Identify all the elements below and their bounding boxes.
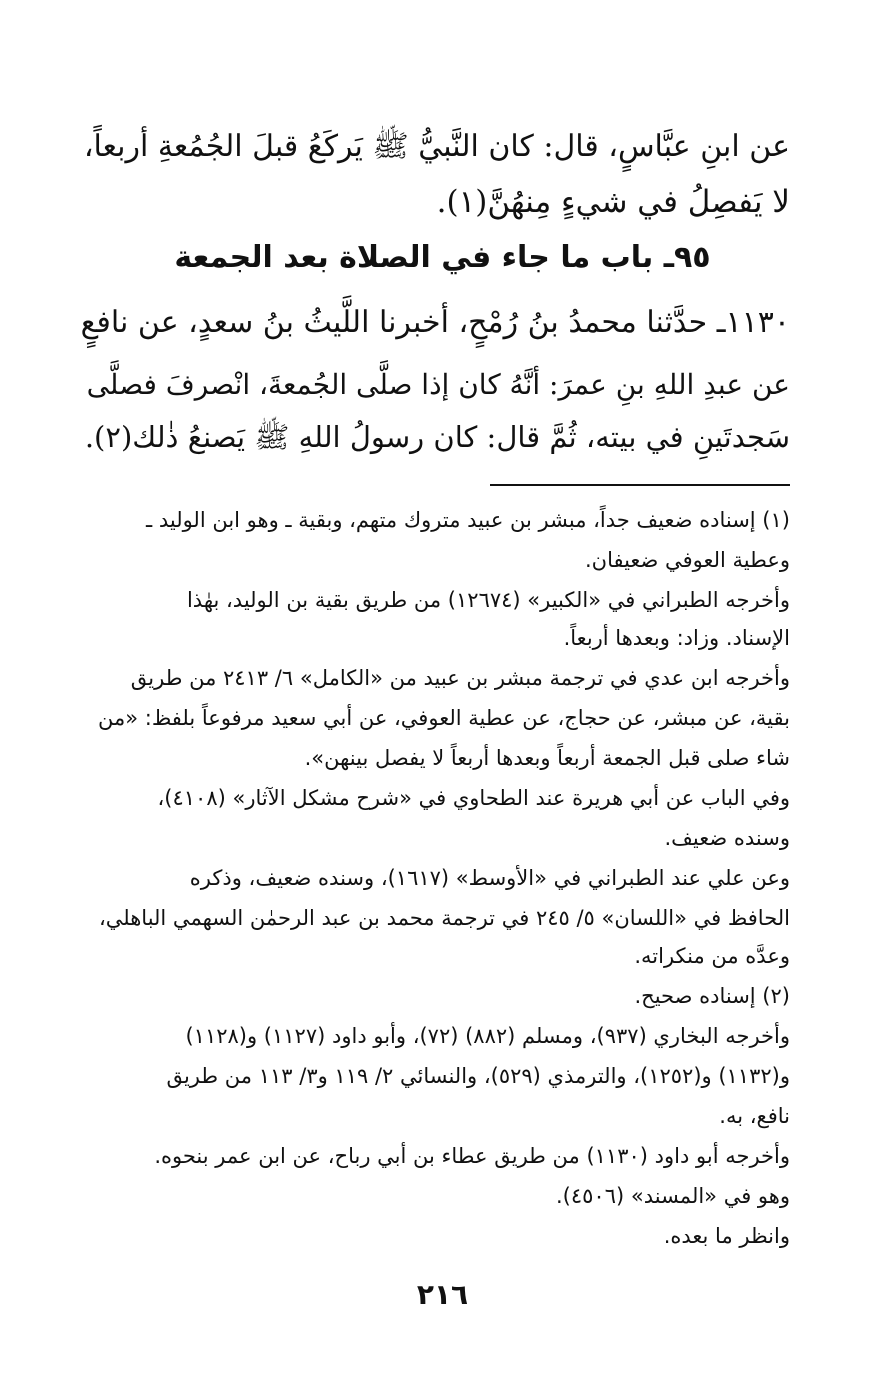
footnote-line: وسنده ضعيف. (664, 826, 790, 850)
footnote-line: وعطية العوفي ضعيفان. (584, 548, 790, 572)
footnote-line: وأخرجه ابن عدي في ترجمة مبشر بن عبيد من «الكامل» ٦/ ٢٤١٣ من طريق (130, 666, 790, 690)
main-text-line: عن عبدِ اللهِ بنِ عمرَ: أنَّهُ كان إذا صلَّى الجُمعةَ، انْصرفَ فصلَّى (86, 368, 790, 401)
chapter-heading: ٩٥ـ باب ما جاء في الصلاة بعد الجمعة (174, 240, 711, 275)
page-number: ٢١٦ (416, 1278, 469, 1311)
footnote-line: وعدَّه من منكراته. (634, 944, 790, 968)
footnote-line: شاء صلى قبل الجمعة أربعاً وبعدها أربعاً لا يفصل بينهن». (304, 746, 790, 770)
footnote-line: وأخرجه أبو داود (١١٣٠) من طريق عطاء بن أبي رباح، عن ابن عمر بنحوه. (154, 1144, 790, 1168)
main-text-line: عن ابنِ عبَّاسٍ، قال: كان النَّبيُّ ﷺ يَركَعُ قبلَ الجُمُعةِ أربعاً، (83, 129, 790, 164)
main-text-line: ١١٣٠ـ حدَّثنا محمدُ بنُ رُمْحٍ، أخبرنا اللَّيثُ بنُ سعدٍ، عن نافعٍ (80, 305, 790, 340)
footnote-line: وأخرجه الطبراني في «الكبير» (١٢٦٧٤) من طريق بقية بن الوليد، بهٰذا (186, 588, 790, 612)
footnote-line: وهو في «المسند» (٤٥٠٦). (556, 1184, 790, 1208)
footnote-line: وانظر ما بعده. (663, 1224, 790, 1248)
main-text-line: سَجدتَينِ في بيته، ثُمَّ قال: كان رسولُ اللهِ ﷺ يَصنعُ ذٰلك(٢). (84, 420, 790, 454)
footnote-line: (٢) إسناده صحيح. (634, 984, 790, 1008)
footnote-line: وعن علي عند الطبراني في «الأوسط» (١٦١٧)، وسنده ضعيف، وذكره (189, 866, 790, 890)
footnote-divider (490, 484, 790, 486)
footnote-line: الإسناد. وزاد: وبعدها أربعاً. (563, 626, 790, 650)
footnote-line: وأخرجه البخاري (٩٣٧)، ومسلم (٨٨٢) (٧٢)، وأبو داود (١١٢٧) و(١١٢٨) (185, 1024, 790, 1048)
footnote-line: الحافظ في «اللسان» ٥/ ٢٤٥ في ترجمة محمد بن عبد الرحمٰن السهمي الباهلي، (98, 906, 790, 930)
footnote-line: بقية، عن مبشر، عن حجاج، عن عطية العوفي، عن أبي سعيد مرفوعاً بلفظ: «من (98, 706, 790, 730)
footnote-line: و(١١٣٢) و(١٢٥٢)، والترمذي (٥٢٩)، والنسائي ٢/ ١١٩ و٣/ ١١٣ من طريق (166, 1064, 790, 1088)
footnote-line: نافع، به. (719, 1104, 790, 1128)
footnote-line: وفي الباب عن أبي هريرة عند الطحاوي في «شرح مشكل الآثار» (٤١٠٨)، (157, 786, 790, 810)
main-text-line: لا يَفصِلُ في شيءٍ مِنهُنَّ(١). (436, 184, 790, 220)
footnote-line: (١) إسناده ضعيف جداً، مبشر بن عبيد متروك متهم، وبقية ـ وهو ابن الوليد ـ (146, 508, 790, 532)
